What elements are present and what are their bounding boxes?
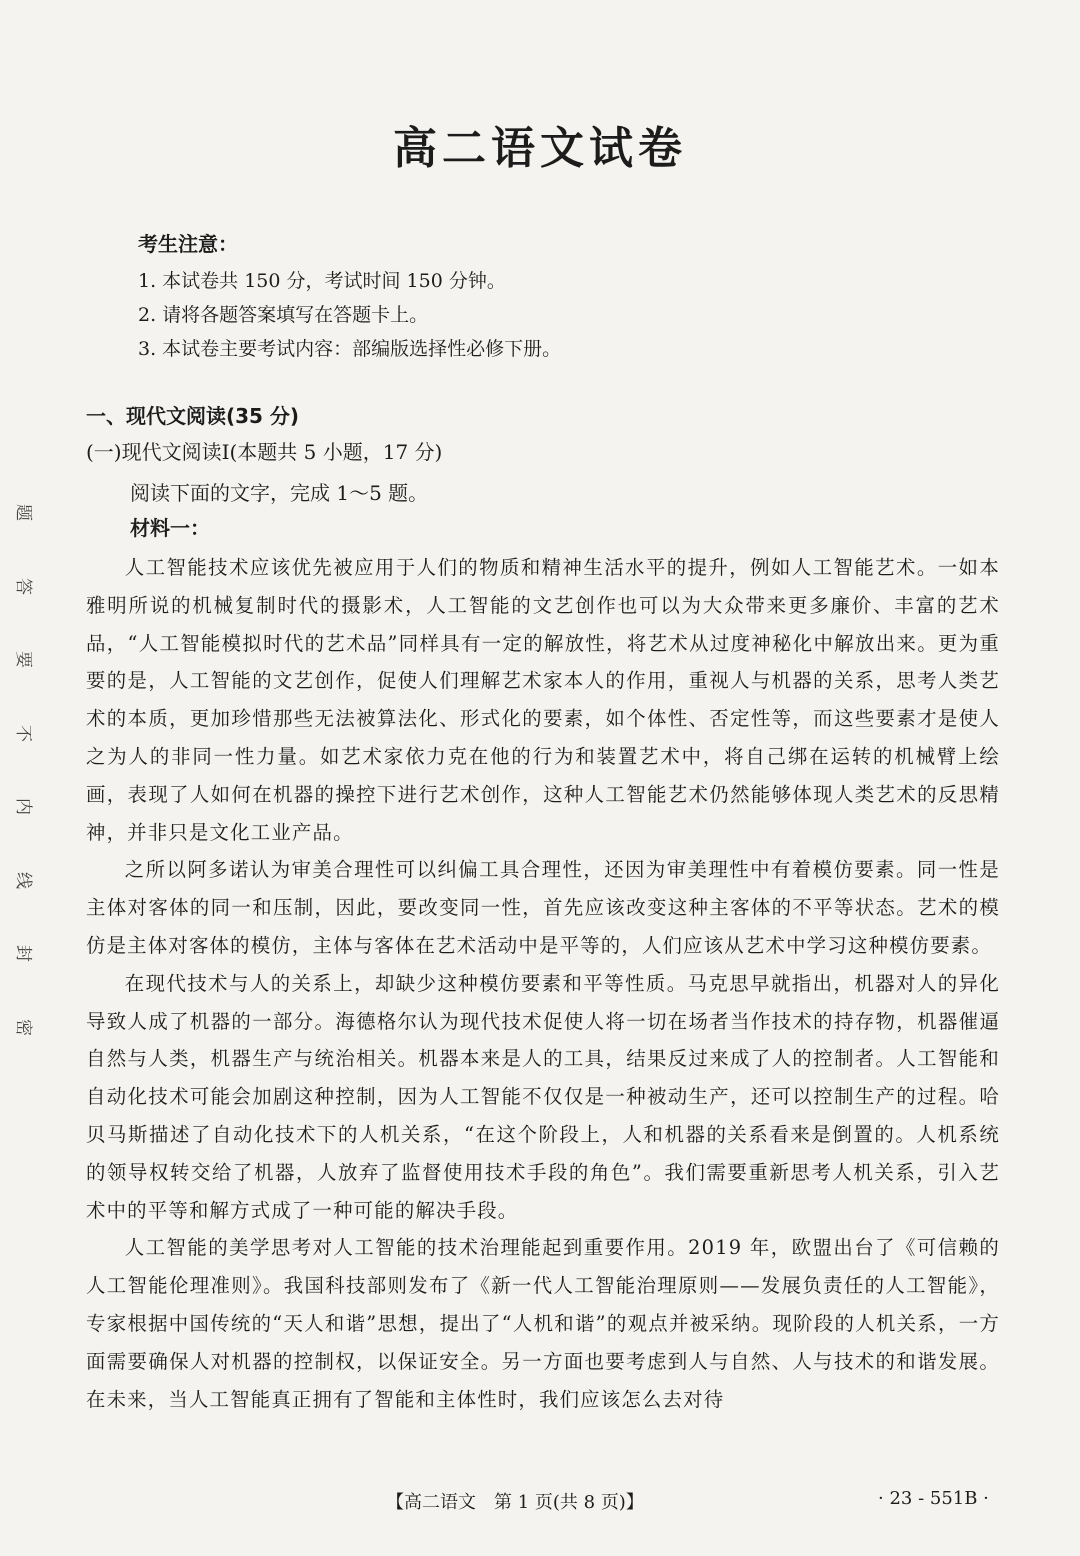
section-heading: 一、现代文阅读(35 分) <box>86 404 300 428</box>
notice-item: 2. 请将各题答案填写在答题卡上。 <box>138 304 429 326</box>
notice-item: 1. 本试卷共 150 分，考试时间 150 分钟。 <box>138 270 506 292</box>
seal-char: 要 <box>12 651 33 669</box>
page-title: 高二语文试卷 <box>393 123 687 174</box>
passage-paragraph: 在现代技术与人的关系上，却缺少这种模仿要素和平等性质。马克思早就指出，机器对人的异化导致人成了机器的一部分。海德格尔认为现代技术促使人将一切在场者当作技术的持存物，机器催逼自然与人类，机器生产与统治相关。机器本来是人的工具，结果反过来成了人的控制者。人工智能和自动化技术可能会加剧这种控制，因为人工智能不仅仅是一种被动生产，还可以控制生产的过程。哈贝马斯描述了自动化技术下的人机关系，“在这个阶段上，人和机器的关系看来是倒置的。人机系统的领导权转交给了机器，人放弃了监督使用技术手段的角色”。我们需要重新思考人机关系，引入艺术中的平等和解方式成了一种可能的解决手段。 <box>86 971 1000 1222</box>
passage-paragraph: 之所以阿多诺认为审美合理性可以纠偏工具合理性，还因为审美理性中有着模仿要素。同一性是主体对客体的同一和压制，因此，要改变同一性，首先应该改变这种主客体的不平等状态。艺术的模仿是主体对客体的模仿，主体与客体在艺术活动中是平等的，人们应该从艺术中学习这种模仿要素。 <box>86 858 1000 957</box>
seal-char: 题 <box>12 504 33 521</box>
passage-paragraph: 人工智能技术应该优先被应用于人们的物质和精神生活水平的提升，例如人工智能艺术。一如本雅明所说的机械复制时代的摄影术，人工智能的文艺创作也可以为大众带来更多廉价、丰富的艺术品，“人工智能模拟时代的艺术品”同样具有一定的解放性，将艺术从过度神秘化中解放出来。更为重要的是，人工智能的文艺创作，促使人们理解艺术家本人的作用，重视人与机器的关系，思考人类艺术的本质，更加珍惜那些无法被算法化、形式化的要素，如个体性、否定性等，而这些要素才是使人之为人的非同一性力量。如艺术家依力克在他的行为和装置艺术中，将自己绑在运转的机械臂上绘画，表现了人如何在机器的操控下进行艺术创作，这种人工智能艺术仍然能够体现人类艺术的反思精神，并非只是文化工业产品。 <box>86 556 1000 844</box>
subsection-heading: (一)现代文阅读Ⅰ(本题共 5 小题，17 分) <box>86 440 443 464</box>
instruction-text: 阅读下面的文字，完成 1～5 题。 <box>130 481 429 505</box>
seal-char: 封 <box>12 945 33 963</box>
seal-char: 内 <box>12 798 33 816</box>
material-label: 材料一： <box>130 516 210 540</box>
passage-paragraph: 人工智能的美学思考对人工智能的技术治理能起到重要作用。2019 年，欧盟出台了《可信赖的人工智能伦理准则》。我国科技部则发布了《新一代人工智能治理原则——发展负责任的人工智能》，专家根据中国传统的“天人和谐”思想，提出了“人机和谐”的观点并被采纳。现阶段的人机关系，一方面需要确保人对机器的控制权，以保证安全。另一方面也要考虑到人与自然、人与技术的和谐发展。在未来，当人工智能真正拥有了智能和主体性时，我们应该怎么去对待 <box>86 1236 1000 1411</box>
seal-char: 答 <box>12 577 33 595</box>
exam-code: · 23 - 551B · <box>878 1488 989 1509</box>
seal-char: 不 <box>12 724 33 742</box>
page-footer: 【高二语文 第 1 页(共 8 页)】 <box>386 1492 644 1513</box>
seal-line <box>10 500 40 1040</box>
passage-body <box>86 549 1000 1418</box>
notice-item: 3. 本试卷主要考试内容：部编版选择性必修下册。 <box>138 338 562 360</box>
seal-char: 密 <box>12 1018 33 1036</box>
notice-heading: 考生注意： <box>138 232 238 256</box>
seal-char: 线 <box>12 871 33 889</box>
